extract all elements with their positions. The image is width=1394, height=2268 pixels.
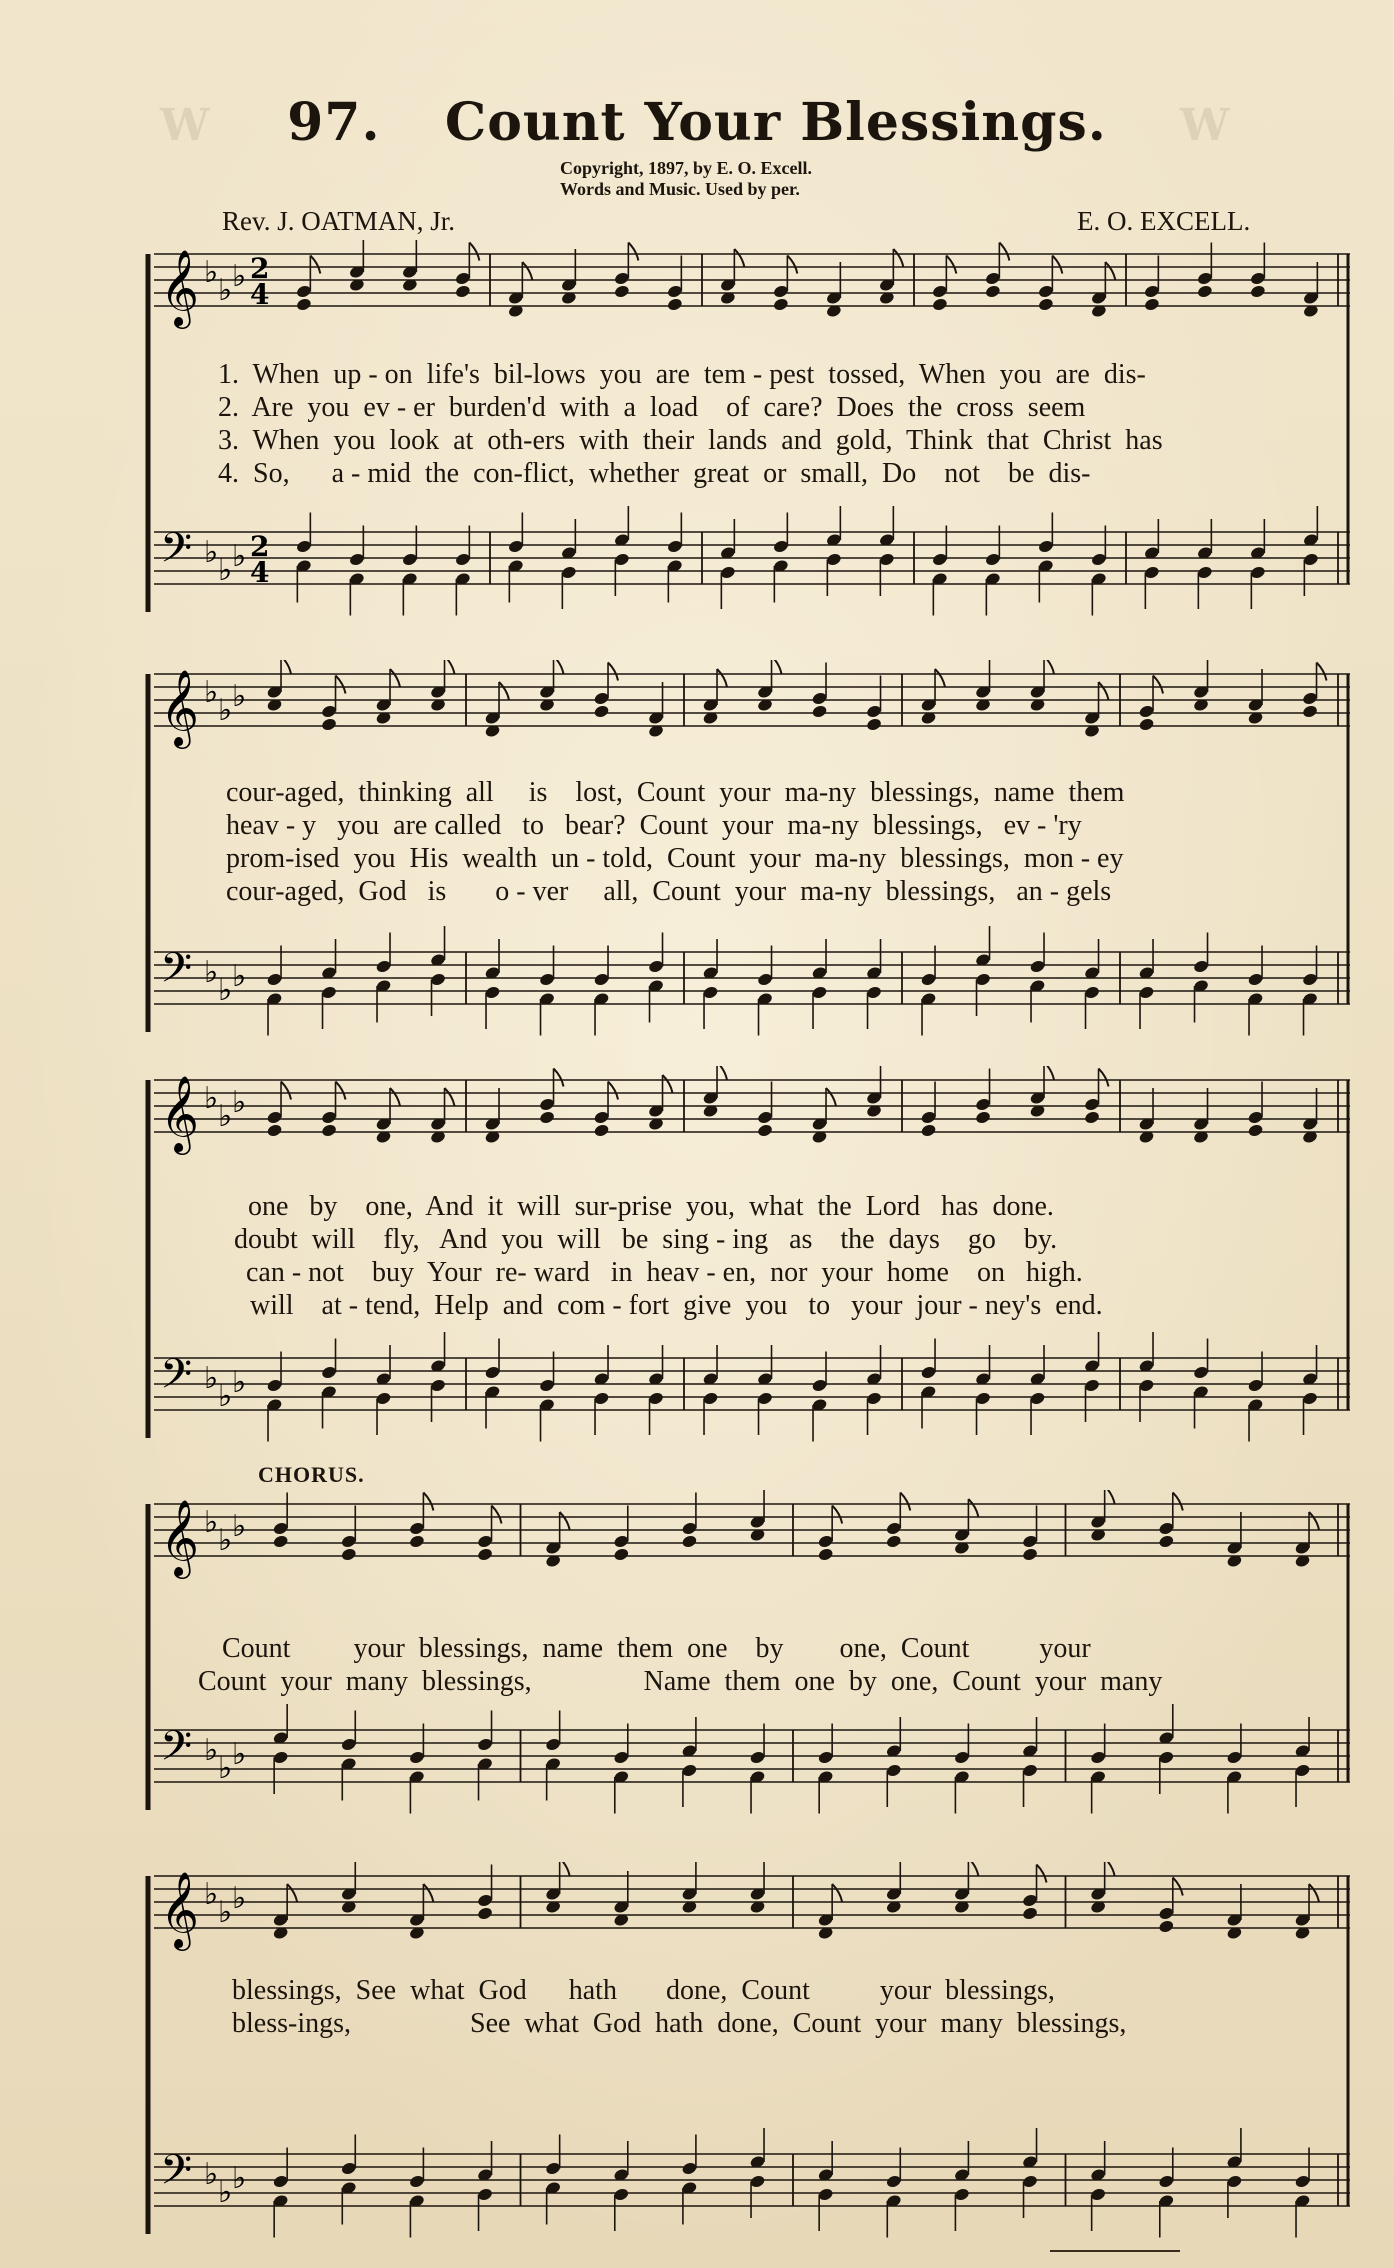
lyric-chorus-line: blessings, See what God hath done, Count your blessings, xyxy=(232,1975,1055,2006)
bass-staff xyxy=(154,532,1350,584)
svg-text:♭: ♭ xyxy=(204,255,219,290)
svg-text:2: 2 xyxy=(250,530,270,563)
note-head xyxy=(1037,297,1054,312)
svg-text:♭: ♭ xyxy=(232,1085,247,1120)
note-flag xyxy=(1317,663,1327,681)
note-head xyxy=(613,1547,630,1562)
note-flag xyxy=(999,243,1009,261)
svg-text:♭: ♭ xyxy=(232,2161,247,2196)
svg-text:♭: ♭ xyxy=(204,1877,219,1912)
note-head xyxy=(1196,284,1213,299)
note-head xyxy=(817,1547,834,1562)
note-head xyxy=(593,704,610,719)
note-flag xyxy=(734,249,744,267)
treble-clef-icon: 𝄞 xyxy=(160,1871,200,1948)
bass-clef-icon: 𝄢 xyxy=(160,1350,193,1408)
note-flag xyxy=(946,256,956,274)
note-flag xyxy=(1044,1066,1054,1080)
note-flag xyxy=(499,682,509,700)
note-flag xyxy=(893,249,903,267)
svg-text:♭: ♭ xyxy=(204,1505,219,1540)
composer-credit: E. O. EXCELL. xyxy=(1077,206,1251,236)
note-head xyxy=(477,1547,494,1562)
notes-bass xyxy=(272,1704,1311,1814)
note-head xyxy=(408,1534,425,1549)
lyric-verse-line: cour-aged, God is o - ver all, Count your ma-ny blessings, an - gels xyxy=(226,876,1112,907)
note-head xyxy=(613,284,630,299)
note-flag xyxy=(1105,262,1115,280)
bass-staff xyxy=(154,952,1350,1004)
note-flag xyxy=(554,660,564,674)
lyric-verse-line: 1. When up - on life's bil-lows you are tem - pest tossed, When you are dis- xyxy=(218,359,1146,390)
note-head xyxy=(1022,1547,1039,1562)
note-flag xyxy=(1105,1490,1115,1504)
svg-text:♭: ♭ xyxy=(232,959,247,994)
copyright-line: Words and Music. Used by per. xyxy=(560,179,800,199)
bleed-through-text: W xyxy=(160,100,210,151)
lyric-verse-line: heav - y you are called to bear? Count your ma-ny blessings, ev - 'ry xyxy=(226,810,1082,841)
note-head xyxy=(1022,1906,1039,1921)
note-flag xyxy=(423,1884,433,1902)
svg-text:♭: ♭ xyxy=(204,1361,219,1396)
treble-clef-icon: 𝄞 xyxy=(160,1499,200,1576)
treble-staff xyxy=(154,1080,1350,1132)
lyric-chorus-line: bless-ings, See what God hath done, Count your many blessings, xyxy=(232,2008,1127,2039)
note-head xyxy=(885,1534,902,1549)
note-flag xyxy=(832,1884,842,1902)
note-flag xyxy=(1037,1865,1047,1883)
svg-text:♭: ♭ xyxy=(218,1379,233,1414)
note-flag xyxy=(826,1088,836,1106)
note-flag xyxy=(1309,1512,1319,1530)
svg-text:♭: ♭ xyxy=(204,535,219,570)
svg-text:♭: ♭ xyxy=(218,973,233,1008)
note-head xyxy=(757,1123,774,1138)
lyric-verse-line: will at - tend, Help and com - fort give you to your jour - ney's end. xyxy=(250,1290,1103,1321)
svg-text:♭: ♭ xyxy=(204,2157,219,2192)
music-system-5 xyxy=(140,1862,1350,2242)
note-head xyxy=(681,1534,698,1549)
svg-text:4: 4 xyxy=(250,556,270,589)
note-head xyxy=(321,1123,338,1138)
note-head xyxy=(666,297,683,312)
notes-bass xyxy=(266,926,1318,1036)
note-flag xyxy=(968,1499,978,1517)
note-flag xyxy=(1105,1862,1115,1876)
bass-clef-icon: 𝄢 xyxy=(160,944,193,1002)
hymn-title xyxy=(0,92,1394,153)
bass-clef-icon: 𝄢 xyxy=(160,524,193,582)
copyright-line: Copyright, 1897, by E. O. Excell. xyxy=(560,158,813,178)
svg-text:♭: ♭ xyxy=(218,693,233,728)
treble-clef-icon: 𝄞 xyxy=(160,249,200,326)
bleed-through-text: W xyxy=(1180,100,1230,151)
treble-clef-icon: 𝄞 xyxy=(160,1075,200,1152)
svg-text:♭: ♭ xyxy=(204,675,219,710)
note-head xyxy=(266,1123,283,1138)
note-flag xyxy=(336,676,346,694)
note-flag xyxy=(663,1075,673,1093)
svg-text:♭: ♭ xyxy=(232,539,247,574)
lyric-verse-line: 4. So, a - mid the con-flict, whether great or small, Do not be dis- xyxy=(218,458,1091,489)
lyric-verse-line: doubt will fly, And you will be sing - ing as the days go by. xyxy=(234,1224,1058,1255)
lyricist-credit: Rev. J. OATMAN, Jr. xyxy=(222,206,456,236)
note-flag xyxy=(717,669,727,687)
svg-text:♭: ♭ xyxy=(204,1733,219,1768)
copyright-notice xyxy=(560,158,960,200)
note-flag xyxy=(390,669,400,687)
note-head xyxy=(984,284,1001,299)
note-head xyxy=(1249,284,1266,299)
note-head xyxy=(1247,1123,1264,1138)
notes-bass xyxy=(266,1332,1318,1442)
bass-staff xyxy=(154,1358,1350,1410)
svg-text:♭: ♭ xyxy=(218,2175,233,2210)
note-head xyxy=(1084,1110,1101,1125)
note-flag xyxy=(310,256,320,274)
page-rule xyxy=(1050,2250,1180,2252)
hymn-number: 97. xyxy=(287,92,381,153)
note-head xyxy=(340,1547,357,1562)
note-head xyxy=(477,1906,494,1921)
note-head xyxy=(811,704,828,719)
note-flag xyxy=(900,1493,910,1511)
note-head xyxy=(321,717,338,732)
note-flag xyxy=(522,262,532,280)
note-flag xyxy=(787,256,797,274)
chorus-label: CHORUS. xyxy=(258,1462,365,1487)
note-head xyxy=(593,1123,610,1138)
lyric-verse-line: can - not buy Your re- ward in heav - en, nor your home on high. xyxy=(246,1257,1083,1288)
note-head xyxy=(1158,1919,1175,1934)
note-flag xyxy=(968,1862,978,1876)
lyric-verse-line: 2. Are you ev - er burden'd with a load of care? Does the cross seem xyxy=(218,392,1086,423)
note-head xyxy=(1143,297,1160,312)
note-flag xyxy=(287,1884,297,1902)
note-flag xyxy=(1099,1069,1109,1087)
notes-bass xyxy=(295,506,1319,616)
svg-text:♭: ♭ xyxy=(232,259,247,294)
note-flag xyxy=(1173,1493,1183,1511)
svg-text:♭: ♭ xyxy=(218,1751,233,1786)
note-head xyxy=(539,1110,556,1125)
note-head xyxy=(272,1534,289,1549)
note-flag xyxy=(554,1069,564,1087)
note-head xyxy=(866,717,883,732)
lyric-verse-line: 3. When you look at oth-ers with their lands and gold, Think that Christ has xyxy=(218,425,1163,456)
note-head xyxy=(454,284,471,299)
svg-text:♭: ♭ xyxy=(232,1881,247,1916)
note-flag xyxy=(560,1512,570,1530)
note-head xyxy=(975,1110,992,1125)
note-flag xyxy=(608,663,618,681)
note-head xyxy=(931,297,948,312)
note-flag xyxy=(1052,256,1062,274)
svg-text:♭: ♭ xyxy=(204,955,219,990)
note-flag xyxy=(1309,1884,1319,1902)
note-head xyxy=(1302,704,1319,719)
svg-text:♭: ♭ xyxy=(232,1365,247,1400)
svg-text:♭: ♭ xyxy=(204,1081,219,1116)
key-signature xyxy=(204,1877,246,2210)
treble-staff xyxy=(154,254,1350,306)
lyric-verse-line: cour-aged, thinking all is lost, Count your ma-ny blessings, name them xyxy=(226,777,1125,808)
note-head xyxy=(1138,717,1155,732)
note-flag xyxy=(1173,1878,1183,1896)
svg-text:♭: ♭ xyxy=(218,273,233,308)
note-flag xyxy=(628,243,638,261)
note-head xyxy=(1158,1534,1175,1549)
notes-bass xyxy=(272,2128,1311,2238)
note-flag xyxy=(445,660,455,674)
bass-clef-icon: 𝄢 xyxy=(160,1722,193,1780)
hymn-title-text: Count Your Blessings. xyxy=(444,92,1107,153)
svg-text:♭: ♭ xyxy=(218,1895,233,1930)
lyric-chorus-line: Count your many blessings, Name them one by one, Count your many xyxy=(198,1666,1163,1697)
note-flag xyxy=(469,243,479,261)
note-flag xyxy=(281,1082,291,1100)
svg-text:4: 4 xyxy=(250,278,270,311)
note-flag xyxy=(336,1082,346,1100)
note-flag xyxy=(423,1493,433,1511)
note-head xyxy=(772,297,789,312)
note-flag xyxy=(935,669,945,687)
note-flag xyxy=(1099,682,1109,700)
note-flag xyxy=(492,1506,502,1524)
note-flag xyxy=(1153,676,1163,694)
note-flag xyxy=(832,1506,842,1524)
note-head xyxy=(295,297,312,312)
note-flag xyxy=(560,1862,570,1876)
treble-clef-icon: 𝄞 xyxy=(160,669,200,746)
note-head xyxy=(920,1123,937,1138)
svg-text:♭: ♭ xyxy=(218,1099,233,1134)
note-flag xyxy=(281,660,291,674)
svg-text:♭: ♭ xyxy=(218,1523,233,1558)
svg-text:♭: ♭ xyxy=(218,553,233,588)
svg-text:♭: ♭ xyxy=(232,1509,247,1544)
lyric-chorus-line: Count your blessings, name them one by one, Count your xyxy=(222,1633,1091,1664)
svg-text:♭: ♭ xyxy=(232,679,247,714)
treble-staff xyxy=(154,674,1350,726)
svg-text:2: 2 xyxy=(250,252,270,285)
note-flag xyxy=(390,1088,400,1106)
note-flag xyxy=(1044,660,1054,674)
barlines xyxy=(521,1876,1349,2206)
note-flag xyxy=(717,1066,727,1080)
svg-text:♭: ♭ xyxy=(232,1737,247,1772)
lyric-verse-line: one by one, And it will sur-prise you, what the Lord has done. xyxy=(248,1191,1054,1222)
note-flag xyxy=(608,1082,618,1100)
treble-staff xyxy=(154,1876,1350,1928)
note-flag xyxy=(445,1088,455,1106)
lyric-verse-line: prom-ised you His wealth un - told, Count your ma-ny blessings, mon - ey xyxy=(226,843,1124,874)
bass-clef-icon: 𝄢 xyxy=(160,2146,193,2204)
note-flag xyxy=(772,660,782,674)
